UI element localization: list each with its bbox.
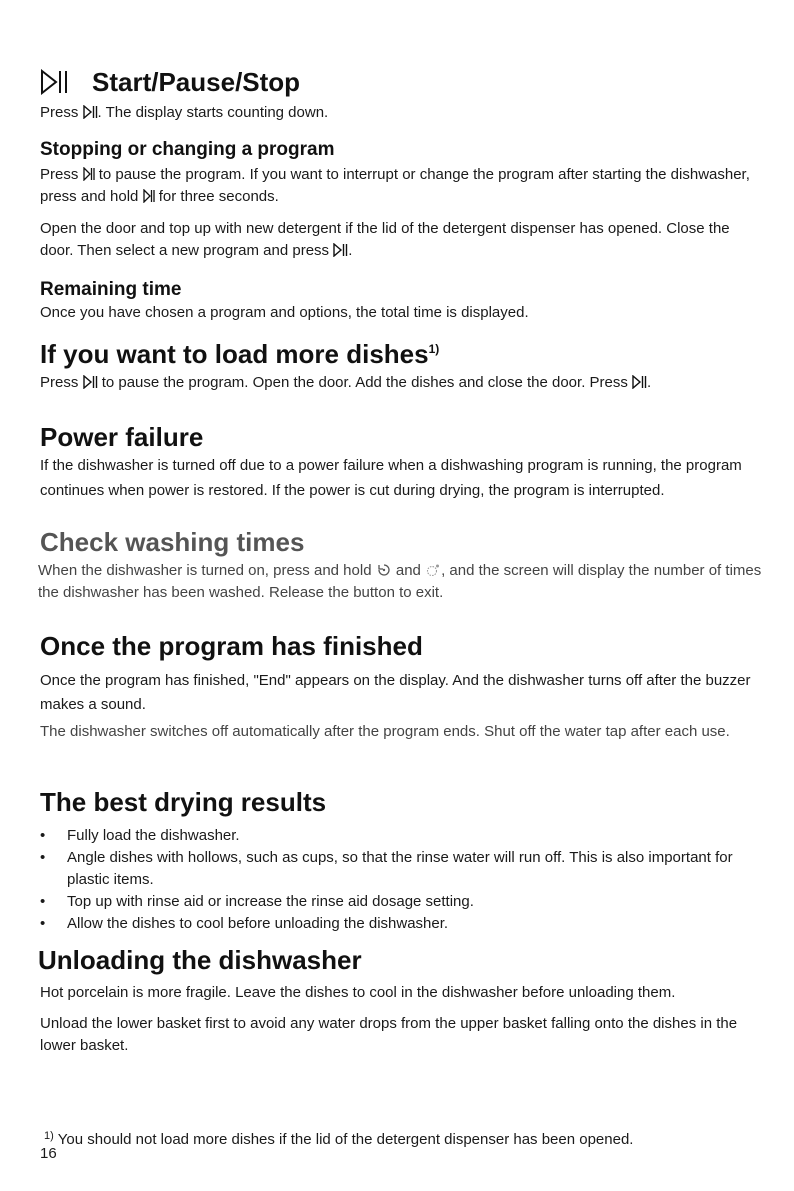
section-unloading bbox=[38, 946, 764, 976]
play-pause-icon bbox=[83, 375, 98, 389]
drying-list bbox=[40, 825, 764, 935]
finished-p1: Once the program has finished, "End" appears on the display. And the dishwasher turns off after the buzzer makes a sound. bbox=[40, 672, 751, 713]
load-more-heading bbox=[40, 340, 764, 370]
drying-item-text: Allow the dishes to cool before unloading the dishwasher. bbox=[67, 915, 449, 932]
remaining-heading: Remaining time bbox=[40, 279, 182, 300]
section-remaining bbox=[40, 279, 764, 302]
remaining-text: Once you have chosen a program and options, the total time is displayed. bbox=[40, 304, 529, 321]
finished-paragraph-2 bbox=[40, 721, 764, 743]
stopping-p1-post: for three seconds. bbox=[158, 188, 279, 205]
page-number: 16 bbox=[40, 1145, 57, 1162]
power-failure-heading: Power failure bbox=[40, 422, 204, 452]
check-text-pre: When the dishwasher is turned on, press and hold bbox=[38, 562, 372, 579]
list-item bbox=[40, 847, 764, 891]
unloading-p2: Unload the lower basket first to avoid any water drops from the upper basket falling onto the dishes in the lower basket. bbox=[40, 1015, 738, 1054]
finished-heading: Once the program has finished bbox=[40, 631, 423, 661]
bullet-dot: • bbox=[40, 893, 46, 910]
load-more-title: If you want to load more dishes bbox=[40, 339, 429, 369]
check-washing-paragraph bbox=[38, 560, 764, 604]
stopping-p2-post: . bbox=[348, 242, 353, 259]
unloading-paragraph-2 bbox=[40, 1013, 764, 1057]
option-icon bbox=[425, 563, 441, 577]
footnote-mark: 1) bbox=[44, 1130, 54, 1142]
finished-paragraph-1 bbox=[40, 669, 764, 717]
start-pause-stop-heading bbox=[40, 68, 764, 102]
play-pause-icon bbox=[333, 243, 348, 257]
start-line-pre: Press bbox=[40, 104, 79, 121]
drying-item-text: Fully load the dishwasher. bbox=[67, 827, 240, 844]
power-failure-text: If the dishwasher is turned off due to a power failure when a dishwashing program is running, the program continues when power is restored. If the power is cut during drying, the program is interrupted. bbox=[40, 457, 742, 499]
drying-item-text: Top up with rinse aid or increase the rinse aid dosage setting. bbox=[67, 893, 474, 910]
drying-item-text: Angle dishes with hollows, such as cups, so that the rinse water will run off. This is also important for plastic items. bbox=[67, 849, 733, 888]
check-text-post: , and the screen will display the number of times the dishwasher has been washed. Release the button to exit. bbox=[38, 562, 762, 601]
drying-bullets bbox=[40, 825, 764, 935]
play-pause-icon bbox=[83, 167, 95, 181]
page-number-block bbox=[40, 1143, 764, 1165]
stopping-p1-pre: Press bbox=[40, 166, 79, 183]
footnote-ref: 1) bbox=[428, 342, 440, 356]
load-more-mid: to pause the program. Open the door. Add the dishes and close the door. Press bbox=[101, 374, 628, 391]
section-stopping bbox=[40, 139, 764, 162]
unloading-p1: Hot porcelain is more fragile. Leave the dishes to cool in the dishwasher before unloading them. bbox=[40, 984, 676, 1001]
start-pause-stop-title: Start/Pause/Stop bbox=[92, 67, 301, 97]
list-item bbox=[40, 825, 764, 847]
check-text-and: and bbox=[395, 562, 421, 579]
start-line-post: . The display starts counting down. bbox=[97, 104, 329, 121]
play-pause-icon bbox=[40, 69, 70, 102]
stopping-paragraph-2 bbox=[40, 218, 764, 262]
finished-p2: The dishwasher switches off automatically after the program ends. Shut off the water tap after each use. bbox=[40, 723, 730, 740]
check-washing-heading: Check washing times bbox=[40, 527, 305, 557]
unloading-paragraph-1 bbox=[40, 982, 764, 1004]
bullet-dot: • bbox=[40, 915, 46, 932]
section-load-more bbox=[40, 340, 764, 370]
remaining-paragraph bbox=[40, 302, 764, 324]
list-item bbox=[40, 891, 764, 913]
section-start-pause-stop bbox=[40, 68, 764, 102]
list-item bbox=[40, 913, 764, 935]
play-pause-icon bbox=[83, 105, 98, 119]
play-pause-icon bbox=[632, 375, 647, 389]
load-more-post: . bbox=[647, 374, 652, 391]
bullet-dot: • bbox=[40, 827, 46, 844]
stopping-p1-mid: to pause the program. If you want to interrupt or change the program after starting the dishwasher, press and hold bbox=[40, 166, 750, 205]
stopping-p2-pre: Open the door and top up with new detergent if the lid of the detergent dispenser has opened. Close the door. Then select a new program and press bbox=[40, 220, 730, 259]
power-failure-paragraph bbox=[40, 453, 764, 503]
section-drying bbox=[40, 788, 764, 818]
program-icon bbox=[376, 563, 392, 577]
section-check-washing bbox=[40, 528, 764, 558]
load-more-line bbox=[40, 372, 764, 394]
stopping-paragraph-1 bbox=[40, 164, 764, 208]
section-power-failure bbox=[40, 423, 764, 453]
play-pause-icon bbox=[143, 189, 155, 203]
load-more-pre: Press bbox=[40, 374, 79, 391]
stopping-heading: Stopping or changing a program bbox=[40, 139, 335, 160]
unloading-heading: Unloading the dishwasher bbox=[38, 945, 362, 975]
section-finished bbox=[40, 632, 764, 662]
bullet-dot: • bbox=[40, 849, 46, 866]
footnote-text: You should not load more dishes if the lid of the detergent dispenser has been opened. bbox=[57, 1131, 634, 1148]
start-line bbox=[40, 102, 764, 124]
drying-heading: The best drying results bbox=[40, 787, 327, 817]
